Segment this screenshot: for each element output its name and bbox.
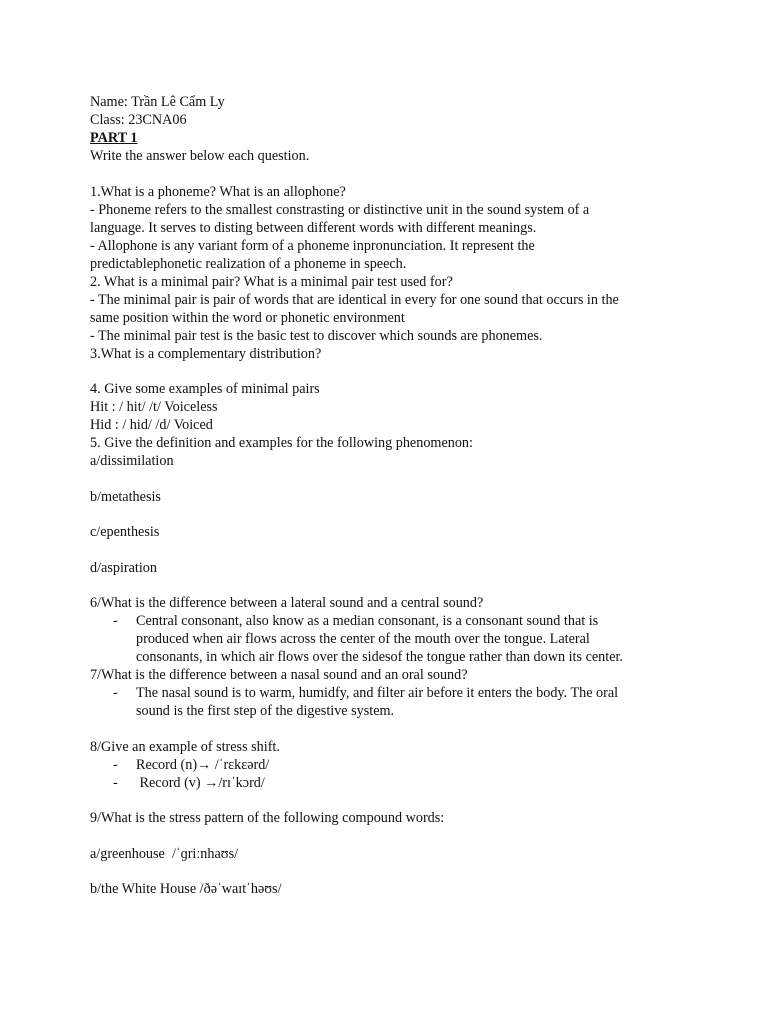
instruction-text: Write the answer below each question. <box>90 148 310 164</box>
item-greenhouse: a/greenhouse /ˈɡriːnhaʊs/ <box>90 845 239 862</box>
answer-line: Record (v) →/rɪˈkɔrd/ <box>136 774 265 791</box>
bullet-dash: - <box>113 613 118 629</box>
student-name: Name: Trần Lê Cẩm Ly <box>90 94 225 110</box>
answer-line: Central consonant, also know as a median consonant, is a consonant sound that is <box>136 613 599 629</box>
spacer <box>90 792 670 810</box>
bullet-dash: - <box>113 685 118 701</box>
spacer <box>90 506 670 524</box>
answer-line: sound is the first step of the digestive system. <box>136 703 395 719</box>
answer-line: Hid : / hid/ /d/ Voiced <box>90 417 213 433</box>
spacer <box>90 577 670 595</box>
spacer <box>90 863 670 881</box>
answer-line: produced when air flows across the center of the mouth over the tongue. Lateral <box>136 631 590 647</box>
item-aspiration: d/aspiration <box>90 559 157 576</box>
bullet-text <box>136 612 666 666</box>
answer-line: same position within the word or phonetic environment <box>90 309 405 326</box>
bullet-dash: - <box>113 756 118 773</box>
student-class: Class: 23CNA06 <box>90 112 187 128</box>
bullet-text <box>136 774 666 792</box>
item-epenthesis: c/epenthesis <box>90 524 160 540</box>
question-9: 9/What is the stress pattern of the following compound words: <box>90 810 445 826</box>
item-metathesis: b/metathesis <box>90 488 161 505</box>
bullet-item <box>90 684 670 720</box>
question-3: 3.What is a complementary distribution? <box>90 345 322 362</box>
bullet-item <box>90 612 670 666</box>
bullet-text <box>136 684 666 720</box>
answer-line: Record (n)→ /ˈrɛkɛərd/ <box>136 756 270 773</box>
question-5: 5. Give the definition and examples for the following phenomenon: <box>90 435 473 451</box>
bullet-text <box>136 756 666 774</box>
answer-line: - Phoneme refers to the smallest constrasting or distinctive unit in the sound system of a <box>90 201 590 218</box>
item-white-house: b/the White House /ðəˈwaɪtˈhəʊs/ <box>90 881 282 897</box>
spacer <box>90 363 670 381</box>
question-4: 4. Give some examples of minimal pairs <box>90 381 320 397</box>
answer-line: language. It serves to disting between different words with different meanings. <box>90 219 537 236</box>
spacer <box>90 470 670 488</box>
answer-line: - Allophone is any variant form of a phoneme inpronunciation. It represent the <box>90 237 535 254</box>
question-7: 7/What is the difference between a nasal sound and an oral sound? <box>90 667 468 683</box>
bullet-item <box>90 756 670 774</box>
bullet-dash: - <box>113 774 118 791</box>
answer-line: predictablephonetic realization of a phoneme in speech. <box>90 255 407 272</box>
answer-line: The nasal sound is to warm, humidfy, and filter air before it enters the body. The oral <box>136 685 619 701</box>
item-dissimilation: a/dissimilation <box>90 453 174 469</box>
spacer <box>90 165 670 183</box>
answer-line: - The minimal pair is pair of words that are identical in every for one sound that occurs in the <box>90 291 619 308</box>
answer-line: consonants, in which air flows over the sidesof the tongue rather than down its center. <box>136 649 623 665</box>
spacer <box>90 720 670 738</box>
answer-line: - The minimal pair test is the basic test to discover which sounds are phonemes. <box>90 327 543 344</box>
question-1: 1.What is a phoneme? What is an allophone? <box>90 183 346 200</box>
question-6: 6/What is the difference between a lateral sound and a central sound? <box>90 595 484 611</box>
question-2: 2. What is a minimal pair? What is a minimal pair test used for? <box>90 273 453 290</box>
document-body <box>90 93 670 898</box>
part-heading: PART 1 <box>90 130 138 146</box>
spacer <box>90 541 670 559</box>
question-8: 8/Give an example of stress shift. <box>90 738 280 755</box>
answer-line: Hit : / hit/ /t/ Voiceless <box>90 399 218 415</box>
bullet-item <box>90 774 670 792</box>
spacer <box>90 827 670 845</box>
